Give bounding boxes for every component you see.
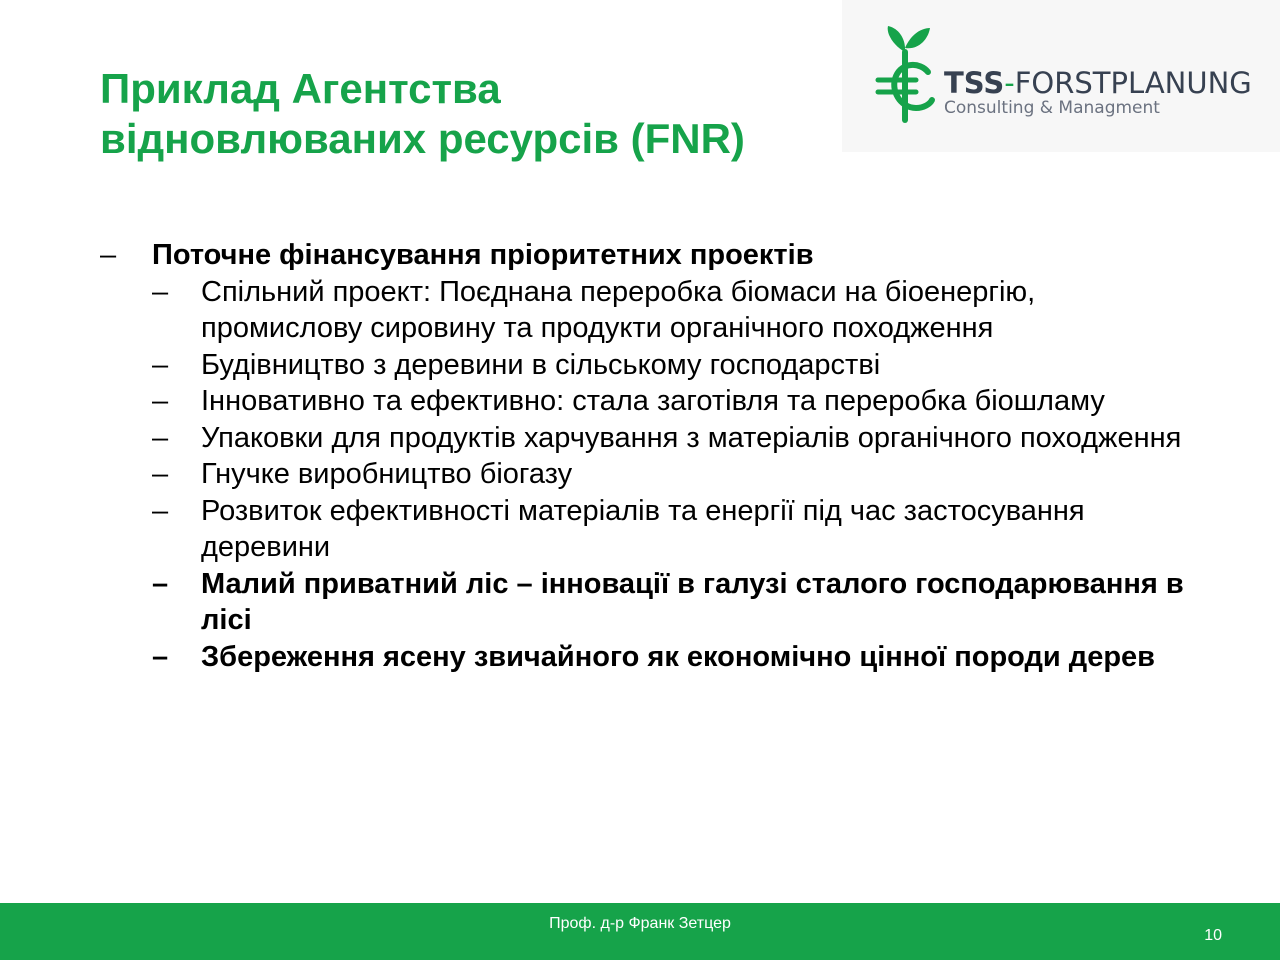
sub-bullet-text: Гнучке виробництво біогазу <box>201 458 573 490</box>
logo-brand-dash: - <box>1004 66 1015 100</box>
sub-bullet-item <box>100 493 1200 566</box>
sub-bullet-text: Спільний проект: Поєднана переробка біомаси на біоенергію, промислову сировину та продукти органічного походження <box>201 275 1036 344</box>
logo-brand-bold: TSS <box>944 66 1005 100</box>
sub-bullet-text: Розвиток ефективності матеріалів та енергії під час застосування деревини <box>201 494 1085 563</box>
company-logo <box>842 0 1280 152</box>
footer-author: Проф. д-р Франк Зетцер <box>549 915 731 932</box>
logo-tagline: Consulting & Managment <box>944 98 1160 118</box>
sub-bullet-text: Інновативно та ефективно: стала заготівля та переробка біошламу <box>201 385 1105 417</box>
bullet-dash: – <box>152 458 169 490</box>
bullet-dash: – <box>152 348 169 381</box>
bullet-dash: – <box>152 275 169 308</box>
sub-bullet-item <box>100 383 1200 420</box>
sub-bullet-item <box>100 639 1200 676</box>
sub-bullet-item <box>100 420 1200 457</box>
bullet-dash: – <box>152 385 169 417</box>
logo-brand-rest: FORSTPLANUNG <box>1014 66 1252 100</box>
sub-bullet-text: Малий приватний ліс – інновації в галузі сталого господарювання в лісі <box>201 567 1184 636</box>
bullet-dash: – <box>152 421 169 454</box>
bullet-dash: – <box>152 494 169 527</box>
logo-wordmark <box>944 66 1252 100</box>
slide-title-line-2: відновлюваних ресурсів (FNR) <box>100 115 745 162</box>
page-number: 10 <box>1204 927 1222 944</box>
bullet-dash: – <box>100 239 117 271</box>
sub-bullet-item <box>100 566 1200 639</box>
sub-bullet-item <box>100 274 1200 347</box>
bullet-text: Поточне фінансування пріоритетних проектів <box>152 239 814 271</box>
slide-title-line-1: Приклад Агентства <box>100 65 501 112</box>
bullet-dash: – <box>152 567 169 600</box>
sub-bullet-text: Упаковки для продуктів харчування з матеріалів органічного походження <box>201 421 1182 454</box>
sub-bullet-text: Будівництво з деревини в сільському господарстві <box>201 348 881 381</box>
slide-body <box>100 237 1200 675</box>
sub-bullet-item <box>100 456 1200 493</box>
sprout-euro-icon <box>872 24 944 126</box>
sub-bullet-text: Збереження ясену звичайного як економічно цінної породи дерев <box>201 640 1155 673</box>
sub-bullet-item <box>100 347 1200 384</box>
footer-bar <box>0 903 1280 960</box>
bullet-item <box>100 237 1200 274</box>
slide-title <box>100 64 840 164</box>
bullet-dash: – <box>152 640 169 673</box>
